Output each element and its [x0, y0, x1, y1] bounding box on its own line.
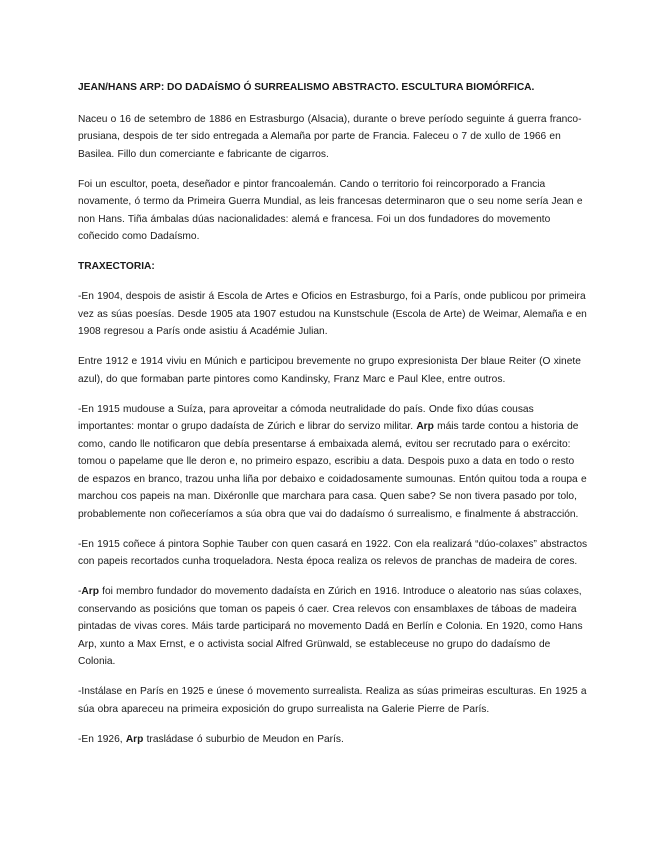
- paragraph-text: -En 1926,: [78, 733, 126, 745]
- paragraph-1912: Entre 1912 e 1914 viviu en Múnich e participou brevemente no grupo expresionista Der blaue Reiter (O xinete azul), do que formaban parte pintores como Kandinsky, Franz Marc e Paul Klee, entre outros.: [78, 356, 581, 385]
- paragraph-1915-tauber: -En 1915 coñece á pintora Sophie Tauber con quen casará en 1922. Con ela realizará “dúo-colaxes” abstractos con papeis recortados cunha troqueladora. Nesta época realiza os relevos de pranchas de madeira de cores.: [78, 538, 588, 567]
- intro-paragraph-1: Naceu o 16 de setembro de 1886 en Estrasburgo (Alsacia), durante o breve período seguinte á guerra franco-prusiana, despois de ter sido entregada a Alemaña por parte de Francia. Faleceu o 7 de xullo de 1966 en Basilea. Fillo dun comerciante e fabricante de cigarros.: [78, 113, 582, 160]
- paragraph-1904: -En 1904, despois de asistir á Escola de Artes e Oficios en Estrasburgo, foi a París, onde publicou por primeira vez as súas poesías. Desde 1905 ata 1907 estudou na Kunstschule (Escola de Arte) de Weimar, Alemaña e en 1908 regresou a París onde asistiu á Académie Julian.: [78, 291, 587, 337]
- document-title: JEAN/HANS ARP: DO DADAÍSMO Ó SURREALISMO ABSTRACTO. ESCULTURA BIOMÓRFICA.: [78, 82, 535, 93]
- arp-name: Arp: [81, 586, 99, 597]
- paragraph-1926: [78, 731, 588, 749]
- arp-name: Arp: [416, 421, 434, 432]
- intro-paragraph-2: Foi un escultor, poeta, deseñador e pintor francoalemán. Cando o territorio foi reincorporado a Francia novamente, ó termo da Primeira Guerra Mundial, as leis francesas determinaron que o seu nome sería Jean e non Hans. Tiña ámbalas dúas nacionalidades: alemá e francesa. Foi un dos fundadores do movemento coñecido como Dadaísmo.: [78, 178, 583, 242]
- paragraph-1925: -Instálase en París en 1925 e únese ó movemento surrealista. Realiza as súas primeiras esculturas. En 1925 a súa obra apareceu na primeira exposición do grupo surrealista na Galerie Pierre de París.: [78, 686, 587, 715]
- paragraph-1915-switzerland: [78, 401, 588, 524]
- paragraph-text: -: [78, 586, 82, 597]
- paragraph-text: máis tarde contou a historia de como, cando lle notificaron que debía presentarse á embaixada alemá, evitou ser recrutado para o exército: tomou o papelame que lle deron e, no primeiro espazo, escribiu a data. Despois puxo a data en todo o resto de espazos en branco, trazou unha liña por debaixo e coidadosamente sumounas. Entón quitou toda a roupa e marchou cos papeis na man. Dixéronlle que marchara para casa. Quen sabe? Se non tivera pasado por tolo, probablemente non coñeceríamos a súa obra que vai do dadaísmo ó surrealismo, e finalmente á abstracción.: [78, 421, 587, 520]
- paragraph-text: trasládase ó suburbio de Meudon en París.: [143, 733, 344, 745]
- document-page: [78, 79, 588, 761]
- arp-name: Arp: [125, 733, 144, 745]
- paragraph-text: foi membro fundador do movemento dadaísta en Zúrich en 1916. Introduce o aleatorio nas súas colaxes, conservando as posicións que toman os papeis ó caer. Crea relevos con ensamblaxes de táboas de madeira pintadas de vivas cores. Máis tarde participará no movemento Dadá en Berlín e Colonia. En 1920, como Hans Arp, xunto a Max Ernst, e o activista social Alfred Grünwald, se estableceuse no grupo do dadaísmo de Colonia.: [78, 586, 583, 667]
- section-heading: TRAXECTORIA:: [78, 261, 155, 272]
- paragraph-1916-dada: [78, 583, 588, 671]
- paragraph-text: -En 1915 mudouse a Suíza, para aproveitar a cómoda neutralidade do país. Onde fixo dúas cousas importantes: montar o grupo dadaísta de Zúrich e librar do servizo militar.: [78, 403, 534, 432]
